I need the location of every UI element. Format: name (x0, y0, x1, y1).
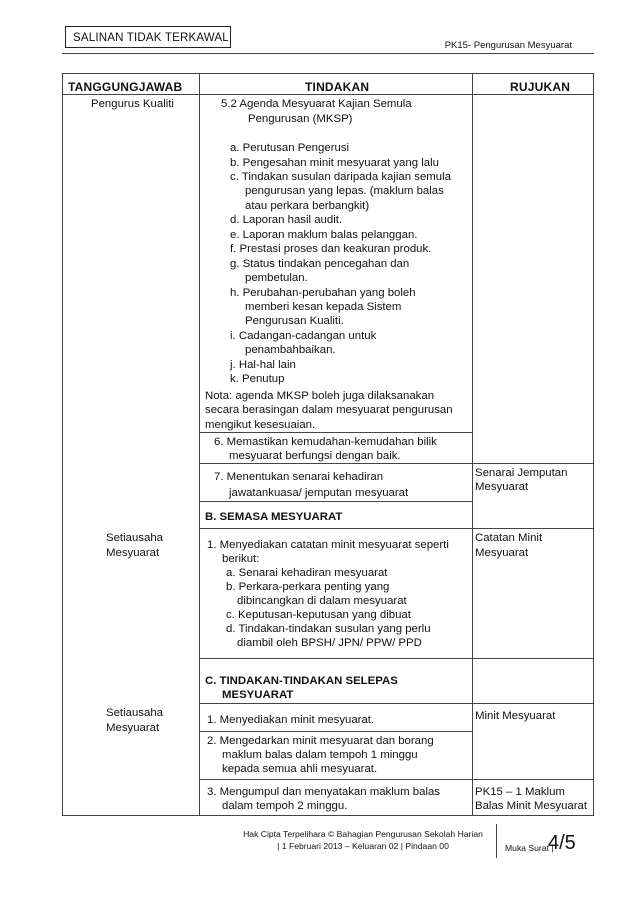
section-c-step-1: 1. Menyediakan minit mesyuarat. (207, 714, 375, 726)
agenda-item: k. Penutup (230, 373, 285, 385)
row-divider (199, 528, 594, 529)
section-c-step-2: 2. Mengedarkan minit mesyuarat dan borang (207, 735, 434, 747)
agenda-item: a. Perutusan Pengerusi (230, 142, 350, 154)
section-b-item: dibincangkan di dalam mesyuarat (237, 595, 407, 607)
responsible-secretary: Setiausaha (106, 707, 163, 719)
agenda-item: memberi kesan kepada Sistem (245, 301, 402, 313)
row-divider (199, 501, 472, 502)
column-divider-2 (472, 73, 473, 816)
agenda-item: f. Prestasi proses dan keakuran produk. (230, 243, 432, 255)
section-b-item: c. Keputusan-keputusan yang dibuat (226, 609, 411, 621)
column-header-action: TINDAKAN (305, 80, 370, 94)
section-c-step-3: 3. Mengumpul dan menyatakan maklum balas (207, 786, 441, 798)
section-c-step-2: kepada semua ahli mesyuarat. (222, 763, 378, 775)
responsible-secretary: Mesyuarat (106, 722, 160, 734)
agenda-item: c. Tindakan susulan daripada kajian semula (230, 171, 451, 183)
reference-invitation-list: Senarai Jemputan (475, 467, 568, 479)
reference-invitation-list: Mesyuarat (475, 481, 529, 493)
footer-edition: | 1 Februari 2013 – Keluaran 02 | Pindaan 00 (277, 841, 449, 851)
step-7: 7. Menentukan senarai kehadiran (214, 471, 384, 483)
row-divider (199, 432, 472, 433)
row-divider (199, 731, 472, 732)
uncontrolled-copy-stamp: SALINAN TIDAK TERKAWAL (65, 26, 231, 48)
reference-feedback-form: Balas Minit Mesyuarat (475, 800, 588, 812)
section-c-heading: MESYUARAT (222, 689, 294, 701)
agenda-item: i. Cadangan-cadangan untuk (230, 330, 377, 342)
header-divider (62, 53, 594, 54)
responsible-secretary: Mesyuarat (106, 547, 160, 559)
section-c-step-2: maklum balas dalam tempoh 1 minggu (222, 749, 418, 761)
section-b-item: d. Tindakan-tindakan susulan yang perlu (226, 623, 431, 635)
agenda-item: atau perkara berbangkit) (245, 200, 370, 212)
row-divider (199, 703, 594, 704)
agenda-title: 5.2 Agenda Mesyuarat Kajian Semula (221, 98, 412, 110)
table-header-divider (62, 94, 594, 95)
column-header-responsibility: TANGGUNGJAWAB (68, 80, 183, 94)
section-b-heading: B. SEMASA MESYUARAT (205, 511, 343, 523)
reference-feedback-form: PK15 – 1 Maklum (475, 786, 565, 798)
agenda-title: Pengurusan (MKSP) (248, 113, 353, 125)
column-divider-1 (199, 73, 200, 816)
responsible-quality-manager: Pengurus Kualiti (91, 98, 174, 110)
responsible-secretary: Setiausaha (106, 532, 163, 544)
step-6: mesyuarat berfungsi dengan baik. (229, 450, 401, 462)
agenda-item: Pengurusan Kualiti. (245, 315, 344, 327)
section-b-item: diambil oleh BPSH/ JPN/ PPW/ PPD (237, 637, 422, 649)
agenda-item: penambahbaikan. (245, 344, 336, 356)
note-text: mengikut kesesuaian. (205, 419, 316, 431)
reference-minutes-notes: Catatan Minit (475, 532, 543, 544)
footer-copyright: Hak Cipta Terpelihara © Bahagian Pengurusan Sekolah Harian (243, 829, 483, 839)
section-c-step-3: dalam tempoh 2 minggu. (222, 800, 348, 812)
agenda-item: pembetulan. (245, 272, 308, 284)
step-7: jawatankuasa/ jemputan mesyuarat (229, 487, 409, 499)
agenda-item: d. Laporan hasil audit. (230, 214, 343, 226)
reference-minutes-notes: Mesyuarat (475, 547, 529, 559)
page-label: Muka Surat | (505, 843, 554, 853)
row-divider (199, 658, 594, 659)
row-divider (199, 779, 594, 780)
section-b-item: a. Senarai kehadiran mesyuarat (226, 567, 388, 579)
reference-minutes: Minit Mesyuarat (475, 710, 556, 722)
section-b-item: b. Perkara-perkara penting yang (226, 581, 390, 593)
section-b-step: berikut: (222, 553, 260, 565)
section-c-heading: C. TINDAKAN-TINDAKAN SELEPAS (205, 675, 398, 687)
agenda-item: pengurusan yang lepas. (maklum balas (245, 185, 444, 197)
note-text: secara berasingan dalam mesyuarat pengurusan (205, 404, 453, 416)
agenda-item: h. Perubahan-perubahan yang boleh (230, 287, 416, 299)
agenda-item: b. Pengesahan minit mesyuarat yang lalu (230, 157, 439, 169)
agenda-item: e. Laporan maklum balas pelanggan. (230, 229, 418, 241)
row-divider (199, 463, 594, 464)
agenda-item: g. Status tindakan pencegahan dan (230, 258, 410, 270)
column-header-reference: RUJUKAN (510, 80, 571, 94)
note-text: Nota: agenda MKSP boleh juga dilaksanakan (205, 390, 435, 402)
section-b-step: 1. Menyediakan catatan minit mesyuarat seperti (207, 539, 449, 551)
agenda-item: j. Hal-hal lain (230, 359, 296, 371)
footer-divider (496, 824, 497, 858)
page-number: 4/5 (548, 832, 576, 854)
document-reference: PK15- Pengurusan Mesyuarat (444, 40, 572, 51)
step-6: 6. Memastikan kemudahan-kemudahan bilik (214, 436, 437, 448)
